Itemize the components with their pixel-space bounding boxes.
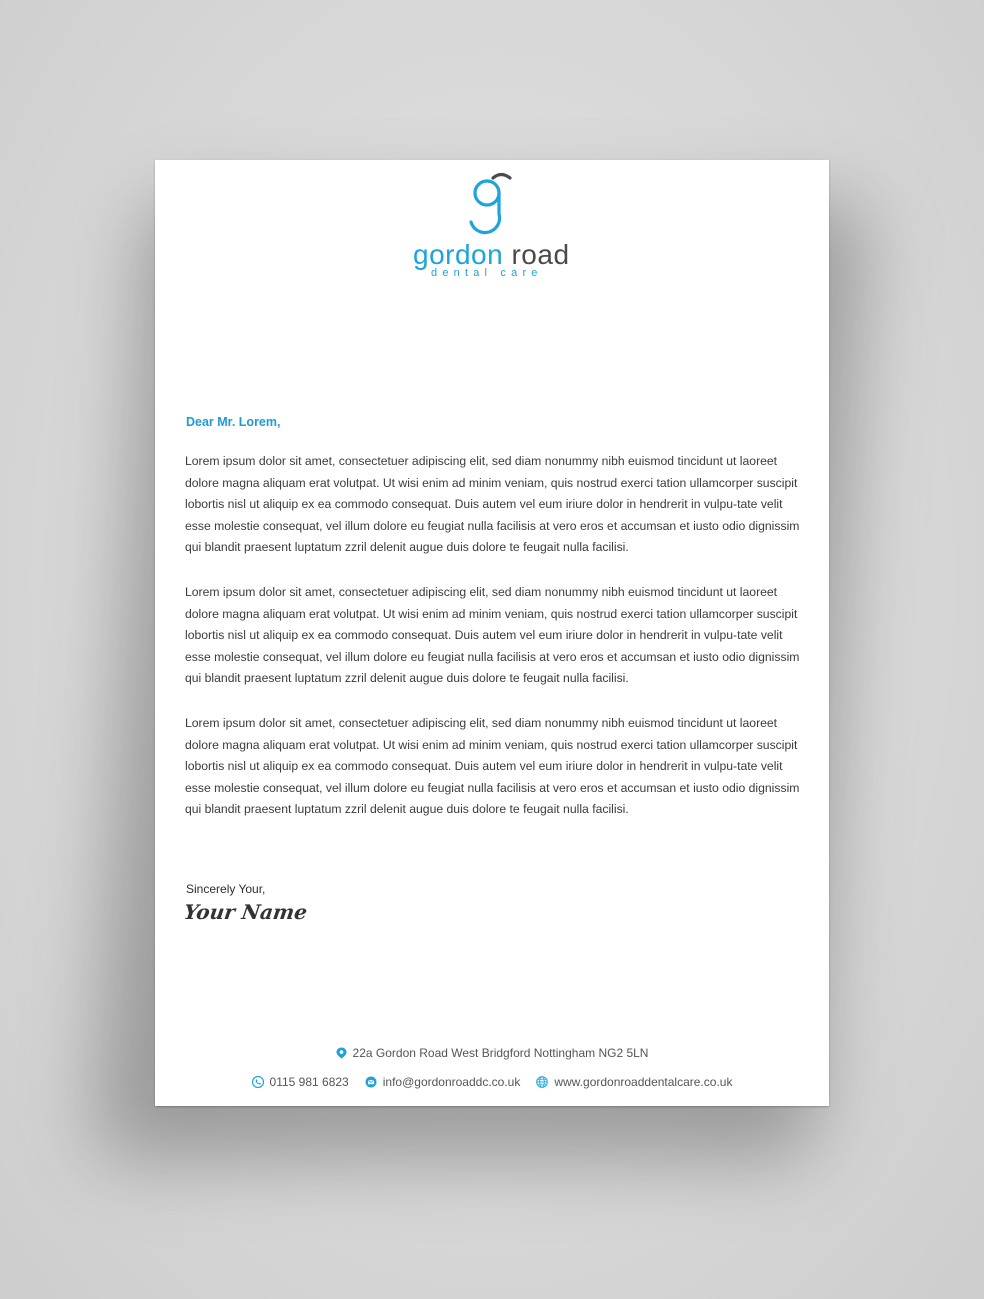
footer-address [336,1046,649,1060]
location-pin-icon [336,1046,347,1060]
website-text[interactable]: www.gordonroaddentalcare.co.uk [554,1075,733,1089]
footer-email [365,1075,521,1089]
letter-paragraph: Lorem ipsum dolor sit amet, consectetuer adipiscing elit, sed diam nonummy nibh euismod tincidunt ut laoreet dolore magna aliquam erat volutpat. Ut wisi enim ad minim veniam, quis nostrud exerci tation ullamcorper suscipit lobortis nisl ut aliquip ex ea commodo consequat. Duis autem vel eum iriure dolor in hendrerit in vulpu-tate velit esse molestie consequat, vel illum dolore eu feugiat nulla facilisis at vero eros et accumsan et iusto odio dignissim qui blandit praesent luptatum zzril delenit augue duis dolore te feugait nulla facilisi. [185,716,800,817]
email-text[interactable]: info@gordonroaddc.co.uk [382,1075,521,1089]
footer-website [536,1075,732,1089]
letter-closing: Sincerely Your, [186,882,266,896]
logo-wordmark [413,240,570,270]
logo-word-gordon: gordon [413,239,504,270]
footer-address-row [155,1046,829,1060]
globe-icon [536,1076,548,1088]
logo-g-mark-icon [468,172,518,242]
email-icon [365,1076,377,1088]
letter-paragraph: Lorem ipsum dolor sit amet, consectetuer adipiscing elit, sed diam nonummy nibh euismod tincidunt ut laoreet dolore magna aliquam erat volutpat. Ut wisi enim ad minim veniam, quis nostrud exerci tation ullamcorper suscipit lobortis nisl ut aliquip ex ea commodo consequat. Duis autem vel eum iriure dolor in hendrerit in vulpu-tate velit esse molestie consequat, vel illum dolore eu feugiat nulla facilisis at vero eros et accumsan et iusto odio dignissim qui blandit praesent luptatum zzril delenit augue duis dolore te feugait nulla facilisi. [185,585,800,686]
letter-paragraph: Lorem ipsum dolor sit amet, consectetuer adipiscing elit, sed diam nonummy nibh euismod tincidunt ut laoreet dolore magna aliquam erat volutpat. Ut wisi enim ad minim veniam, quis nostrud exerci tation ullamcorper suscipit lobortis nisl ut aliquip ex ea commodo consequat. Duis autem vel eum iriure dolor in hendrerit in vulpu-tate velit esse molestie consequat, vel illum dolore eu feugiat nulla facilisis at vero eros et accumsan et iusto odio dignissim qui blandit praesent luptatum zzril delenit augue duis dolore te feugait nulla facilisi. [185,454,800,555]
logo-word-road: road [511,239,570,270]
phone-icon [252,1076,264,1088]
letter-greeting: Dear Mr. Lorem, [186,415,281,429]
logo-tagline: dental care [431,267,543,279]
letterhead-page [155,160,829,1106]
signature: Your Name [182,900,309,924]
address-text: 22a Gordon Road West Bridgford Nottingham NG2 5LN [352,1046,649,1060]
phone-text[interactable]: 0115 981 6823 [269,1075,349,1089]
footer-contact-row [155,1075,829,1089]
footer-phone [252,1075,349,1089]
company-logo [155,172,829,282]
